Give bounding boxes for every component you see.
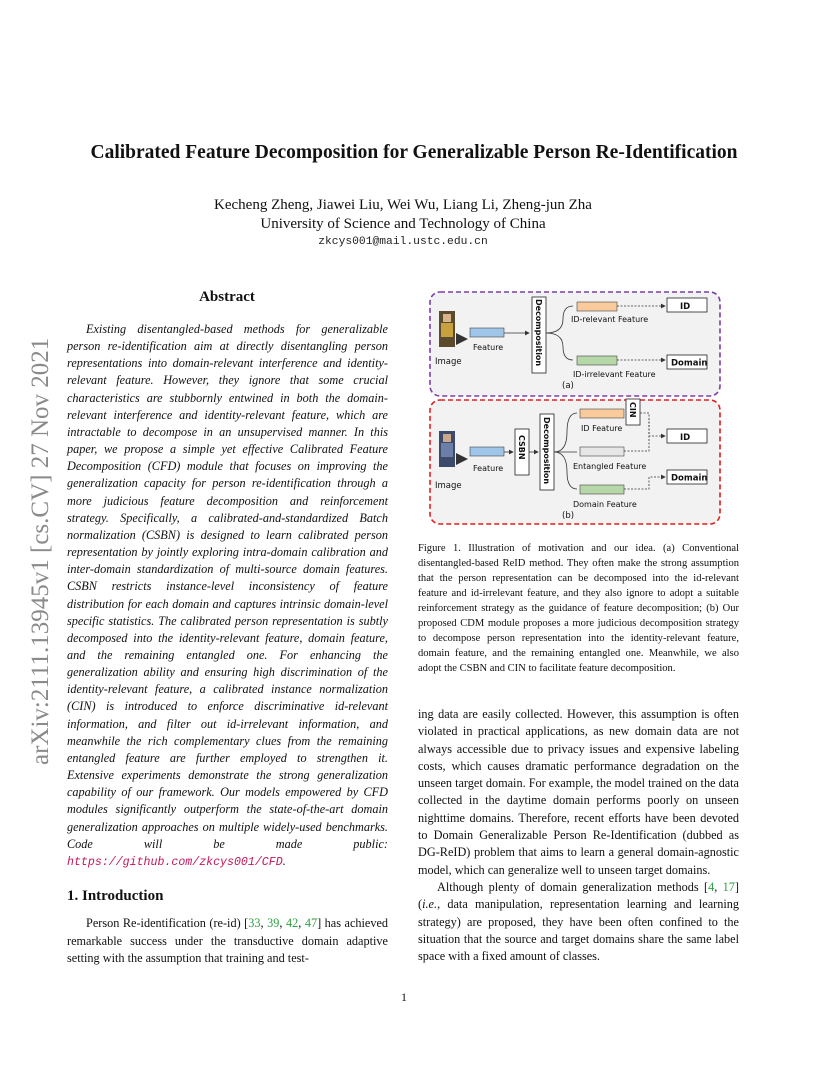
citation-link[interactable]: 47	[304, 916, 318, 930]
entangled-feature-label: Entangled Feature	[573, 462, 647, 471]
panel-b-label: (b)	[562, 511, 575, 521]
right-column-body	[418, 706, 739, 965]
citation-link[interactable]: 42	[285, 916, 299, 930]
authors: Kecheng Zheng, Jiawei Liu, Wei Wu, Liang Li, Zheng-jun Zha	[214, 197, 592, 213]
author-email: zkcys001@mail.ustc.edu.cn	[318, 236, 488, 248]
introduction-body: Person Re-identification (re-id) [33, 39, 42, 47] has achieved remarkable success under the transductive domain adaptive setting with the assumption that training and test-	[67, 916, 389, 965]
arxiv-identifier-text: arXiv:2111.13945v1 [cs.CV] 27 Nov 2021	[27, 337, 54, 765]
id-relevant-feature-block	[577, 302, 617, 311]
abstract-body	[67, 321, 388, 871]
id-feature-block	[580, 409, 624, 418]
abstract-heading: Abstract	[199, 289, 255, 305]
entangled-feature-block	[580, 447, 624, 456]
abstract-text: Existing disentangled-based methods for generalizable person re-identification aim at directly disentangling person representations into domain-relevant interference and identity-relevant feature. However, they ignore that some crucial characteristics are stubbornly entwined in both the domain-relevant interference and identity-relevant feature, which are intractable to decompose in an unsupervised manner. In this paper, we propose a simple yet effective Calibrated Feature Decomposition (CFD) module that focuses on improving the generalization capacity for person re-identification through a more judicious feature decomposition and reinforcement strategy. Specifically, a calibrated-and-standardized Batch normalization (CSBN) is designed to learn calibrated person representation by jointly exploring intra-domain calibration and inter-domain standardization of multi-source domain features. CSBN restricts instance-level inconsistency of feature distribution for each domain and captures intrinsic domain-level specific statistics. The calibrated person representation is subtly decomposed into the identity-relevant feature, domain feature, and the remaining entangled one. For enhancing the generalization ability and ensuring high discrimination of the identity-relevant feature, a calibrated instance normalization (CIN) is introduced to enforce discriminative id-relevant information, and filter out id-irrelevant information, and meanwhile the rich complementary clues from the remaining entangled feature are further employed to strengthen it. Extensive experiments demonstrate the strong generalization capability of our framework. Our models empowered by CFD modules significantly outperform the state-of-the-art domain generalization approaches on multiple widely-used benchmarks. Code will be made public:	[67, 322, 388, 851]
image-label-a: Image	[435, 357, 462, 367]
para2-mid: ] (	[418, 879, 740, 912]
arxiv-identifier	[3, 260, 63, 780]
image-label-b: Image	[435, 481, 462, 491]
ie-abbrev: i.e.	[422, 897, 438, 912]
id-feature-label: ID Feature	[581, 424, 623, 433]
id-box-label-b: ID	[680, 433, 691, 443]
domain-box-label-a: Domain	[671, 358, 708, 369]
abstract-end: .	[282, 853, 286, 868]
figure-caption: Figure 1. Illustration of motivation and our idea. (a) Conventional disentangled-based ReID method. They often make the strong assumption that the person representation can be decomposed into the id-relevant feature and id-irrelevant feature, and they also ignore to adopt a suitable reinforcement strategy as the guidance of feature decomposition; (b) Our proposed CDM module proposes a more judicious decomposition strategy to decompose person representation into the identity-relevant feature, domain feature, and the remaining entangled one. Meanwhile, we also adopt the CSBN and CIN to facilitate feature decomposition.	[418, 543, 739, 675]
introduction-heading: 1. Introduction	[67, 888, 164, 904]
code-link[interactable]: https://github.com/zkcys001/CFD	[67, 855, 283, 869]
feature-block-b	[470, 447, 504, 456]
domain-feature-label: Domain Feature	[573, 500, 637, 509]
author-block	[60, 196, 746, 234]
person-image-a	[439, 311, 455, 347]
feature-block-a	[470, 328, 504, 337]
intro-text-pre: Person Re-identification (re-id) [	[86, 916, 249, 930]
para2-post: , data manipulation, representation learning and learning strategy) are proposed, they have been often confined to the situation that the source and target domains share the same label space with a fixed amount of classes.	[418, 897, 739, 964]
cin-label: CIN	[628, 402, 637, 418]
feature-label-a: Feature	[473, 343, 504, 352]
csbn-label: CSBN	[517, 435, 526, 460]
page-number: 1	[401, 990, 407, 1004]
person-image-b	[439, 431, 455, 467]
affiliation: University of Science and Technology of China	[260, 216, 546, 232]
id-irrelevant-feature-block	[577, 356, 617, 365]
id-box-label-a: ID	[680, 302, 691, 312]
id-irrelevant-feature-label: ID-irrelevant Feature	[573, 370, 656, 379]
domain-box-label-b: Domain	[671, 473, 708, 484]
feature-label-b: Feature	[473, 464, 504, 473]
paragraph: Although plenty of domain generalization methods [4, 17] (i.e., data manipulation, representation learning and learning strategy) are proposed, they have been often confined to the situation that the source and target domains share the same label space with a fixed amount of classes.	[418, 879, 740, 964]
citation-link[interactable]: 17	[722, 879, 735, 894]
figure-1-diagram	[425, 289, 725, 529]
para2-pre: Although plenty of domain generalization methods [	[437, 879, 709, 894]
id-relevant-feature-label: ID-relevant Feature	[571, 315, 649, 324]
paper-title: Calibrated Feature Decomposition for Generalizable Person Re-Identification	[90, 142, 738, 163]
citation-link[interactable]: 33	[248, 916, 261, 930]
decomposition-label-a: Decomposition	[534, 299, 543, 367]
citation-link[interactable]: 39	[267, 916, 280, 930]
decomposition-label-b: Decomposition	[542, 417, 551, 485]
panel-a-label: (a)	[562, 381, 574, 391]
citation-link[interactable]: 4	[708, 879, 715, 894]
domain-feature-block	[580, 485, 624, 494]
paragraph: ing data are easily collected. However, this assumption is often violated in practical applications, as new domain data are not always accessible due to privacy issues and expensive labeling costs, which causes dramatic performance degradation on the unseen target domain. For example, the model trained on the data collected in the daytime domain performs poorly on unseen nighttime domains. Therefore, recent efforts have been devoted to Domain Generalizable Person Re-Identification (dubbed as DG-ReID) problem that aims to learn a general domain-agnostic model, which can generalize well to unseen target domains.	[418, 707, 739, 877]
intro-text-post: ] has achieved remarkable success under the transductive domain adaptive setting with the assumption that training and test-	[67, 916, 389, 965]
